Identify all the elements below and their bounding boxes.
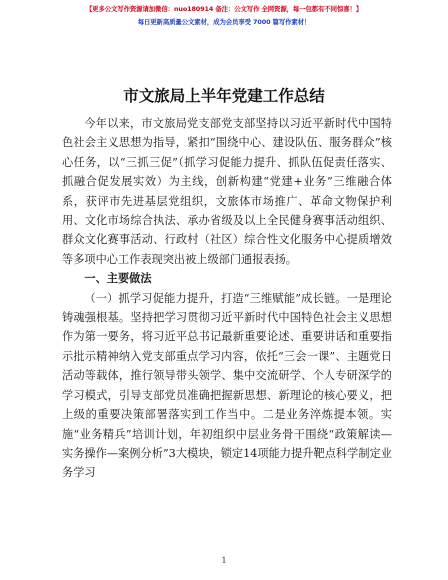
section-paragraph-study: （一）抓学习促能力提升，打造“三维赋能”成长链。一是理论铸魂强根基。坚持把学习贯彻习近平新时代中国特色社会主义思想作为第一要务，将习近平总书记最新重要论述、重要讲话和重要指示批示精神纳入党支部重点学习内容，依托“三会一课”、主题党日活动等载体，推行领导带头领学、集中交流研学、个人专研深学的学习模式，引导支部党员准确把握新思想、新理论的核心要义，把上级的重要决策部署落实到工作当中。二是业务淬炼提本领。实施“业务精兵”培训计划，年初组织中层业务骨干围绕“政策解读—实务操作—案例分析”3大模块，锁定14项能力提升靶点科学制定业务学习: [62, 291, 392, 480]
promo-banner-line-red: 【更多公文写作资源请加微信：nuo180914 备注：公文写作 全网资源，每一包都有不同惊喜！】: [85, 5, 363, 13]
document-body: [62, 114, 392, 483]
document-title: 市文旅局上半年党建工作总结: [123, 87, 325, 105]
page-number: 1: [221, 556, 227, 565]
section-heading-main-practices: 一、主要做法: [84, 272, 152, 286]
promo-banner: [0, 4, 448, 26]
promo-banner-line-blue: 每日更新高质量公文素材，成为会员享受 7000 篇写作素材！: [137, 18, 311, 26]
intro-paragraph: 今年以来，市文旅局党支部党支部坚持以习近平新时代中国特色社会主义思想为指导，紧扣“围绕中心、建设队伍、服务群众”核心任务，以“三抓三促”（抓学习促能力提升、抓队伍促责任落实、抓融合促发展实效）为主线，创新构建“党建+业务”三维融合体系，获评市先进基层党组织，文旅体市场推广、革命文物保护利用、文化市场综合执法、承办省级及以上全民健身赛事活动组织、群众文化赛事活动、行政村（社区）综合性文化服务中心提质增效等多项中心工作表现突出被上级部门通报表扬。: [62, 117, 392, 266]
